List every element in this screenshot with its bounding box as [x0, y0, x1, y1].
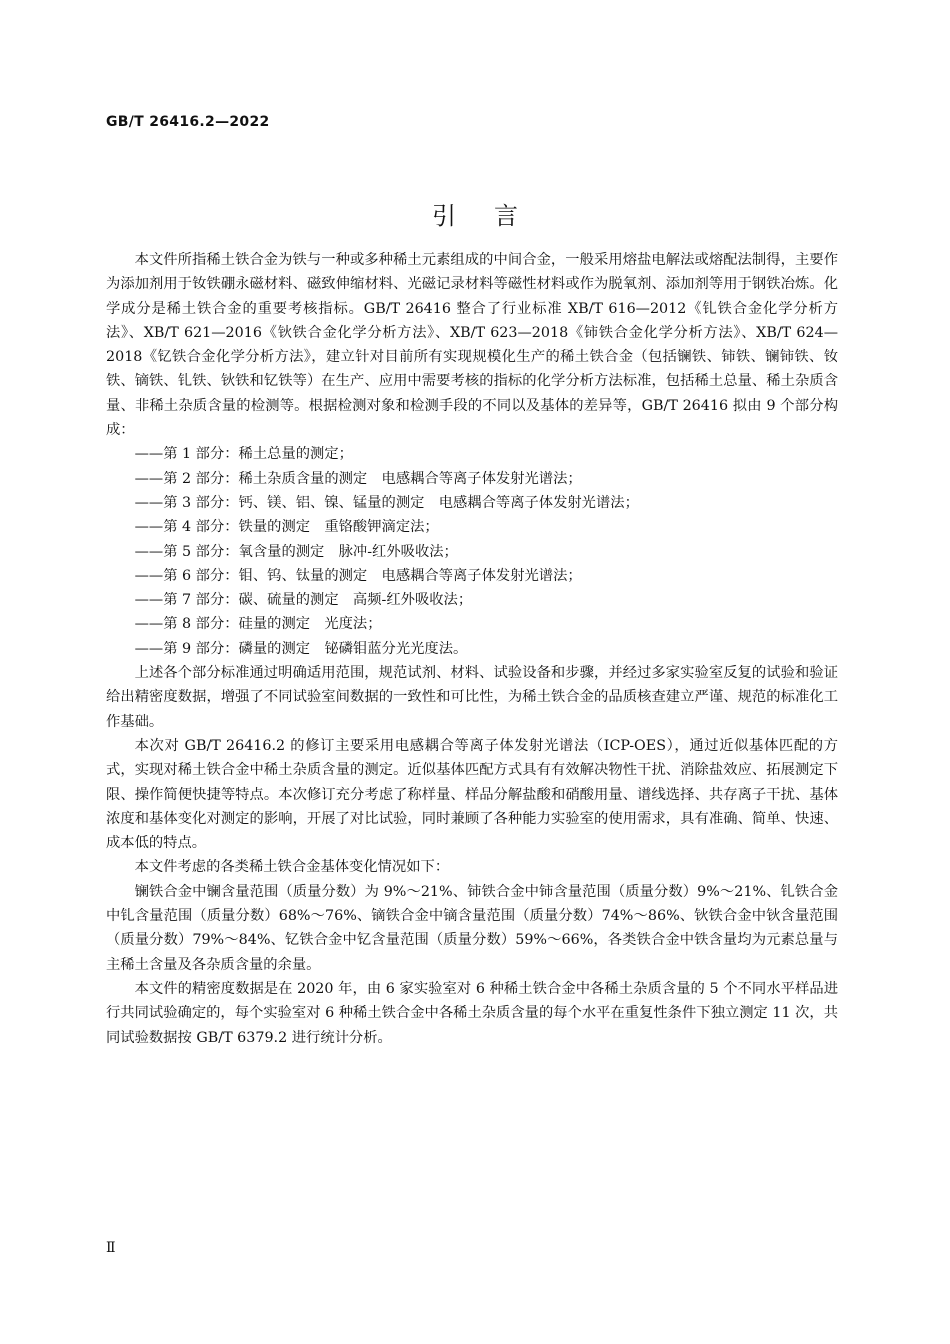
- list-item: ——第 4 部分：铁量的测定 重铬酸钾滴定法；: [134, 519, 439, 536]
- document-body: [106, 248, 838, 1050]
- list-item: ——第 6 部分：钼、钨、钛量的测定 电感耦合等离子体发射光谱法；: [134, 567, 582, 584]
- list-item: ——第 3 部分：钙、镁、铝、镍、锰量的测定 电感耦合等离子体发射光谱法；: [134, 494, 639, 511]
- paragraph-revision-method: 本次对 GB/T 26416.2 的修订主要采用电感耦合等离子体发射光谱法（ICP-OES），通过近似基体匹配的方式，实现对稀土铁合金中稀土杂质含量的测定。近似基体匹配方式具有有效解决物性干扰、消除盐效应、拓展测定下限、操作简便快捷等特点。本次修订充分考虑了称样量、样品分解盐酸和硝酸用量、谱线选择、共存离子干扰、基体浓度和基体变化对测定的影响，开展了对比试验，同时兼顾了各种能力实验室的使用需求，具有准确、简单、快速、成本低的特点。: [106, 737, 838, 852]
- list-item: ——第 5 部分：氧含量的测定 脉冲-红外吸收法；: [134, 543, 458, 560]
- list-item: ——第 1 部分：稀土总量的测定；: [134, 446, 353, 463]
- parts-list: [106, 442, 838, 661]
- paragraph-matrix-ranges: 镧铁合金中镧含量范围（质量分数）为 9%～21%、铈铁合金中铈含量范围（质量分数）9%～21%、钆铁合金中钆含量范围（质量分数）68%～76%、镝铁合金中镝含量范围（质量分数）74%～86%、钬铁合金中钬含量范围（质量分数）79%～84%、钇铁合金中钇含量范围（质量分数）59%～66%，各类铁合金中铁含量均为元素总量与主稀土含量及各杂质含量的余量。: [106, 883, 838, 973]
- paragraph-standards-purpose: 上述各个部分标准通过明确适用范围，规范试剂、材料、试验设备和步骤，并经过多家实验室反复的试验和验证给出精密度数据，增强了不同试验室间数据的一致性和可比性，为稀土铁合金的品质核查建立严谨、规范的标准化工作基础。: [106, 665, 838, 730]
- list-item: ——第 8 部分：硅量的测定 光度法；: [134, 616, 382, 633]
- paragraph-matrix-intro: 本文件考虑的各类稀土铁合金基体变化情况如下：: [134, 859, 450, 876]
- page-title: 引言: [432, 202, 556, 230]
- intro-paragraph: 本文件所指稀土铁合金为铁与一种或多种稀土元素组成的中间合金，一般采用熔盐电解法或熔配法制得，主要作为添加剂用于钕铁硼永磁材料、磁致伸缩材料、光磁记录材料等磁性材料或作为脱氧剂、添加剂等用于钢铁冶炼。化学成分是稀土铁合金的重要考核指标。GB/T 26416 整合了行业标准 XB/T 616—2012《钆铁合金化学分析方法》、XB/T 621—2016《钬铁合金化学分析方法》、XB/T 623—2018《铈铁合金化学分析方法》、XB/T 624—2018《钇铁合金化学分析方法》，建立针对目前所有实现规模化生产的稀土铁合金（包括镧铁、铈铁、镧铈铁、钕铁、镝铁、钆铁、钬铁和钇铁等）在生产、应用中需要考核的指标的化学分析方法标准，包括稀土总量、稀土杂质含量、非稀土杂质含量的检测等。根据检测对象和检测手段的不同以及基体的差异等，GB/T 26416 拟由 9 个部分构成：: [106, 252, 838, 439]
- page-number: Ⅱ: [106, 1240, 116, 1256]
- list-item: ——第 7 部分：碳、硫量的测定 高频-红外吸收法；: [134, 592, 473, 609]
- standard-code: GB/T 26416.2—2022: [106, 114, 270, 130]
- list-item: ——第 9 部分：磷量的测定 铋磷钼蓝分光光度法。: [134, 640, 468, 657]
- list-item: ——第 2 部分：稀土杂质含量的测定 电感耦合等离子体发射光谱法；: [134, 470, 582, 487]
- paragraph-precision-data: 本文件的精密度数据是在 2020 年，由 6 家实验室对 6 种稀土铁合金中各稀土杂质含量的 5 个不同水平样品进行共同试验确定的，每个实验室对 6 种稀土铁合金中各稀土杂质含量的每个水平在重复性条件下独立测定 11 次，共同试验数据按 GB/T 6379.2 进行统计分析。: [106, 980, 838, 1046]
